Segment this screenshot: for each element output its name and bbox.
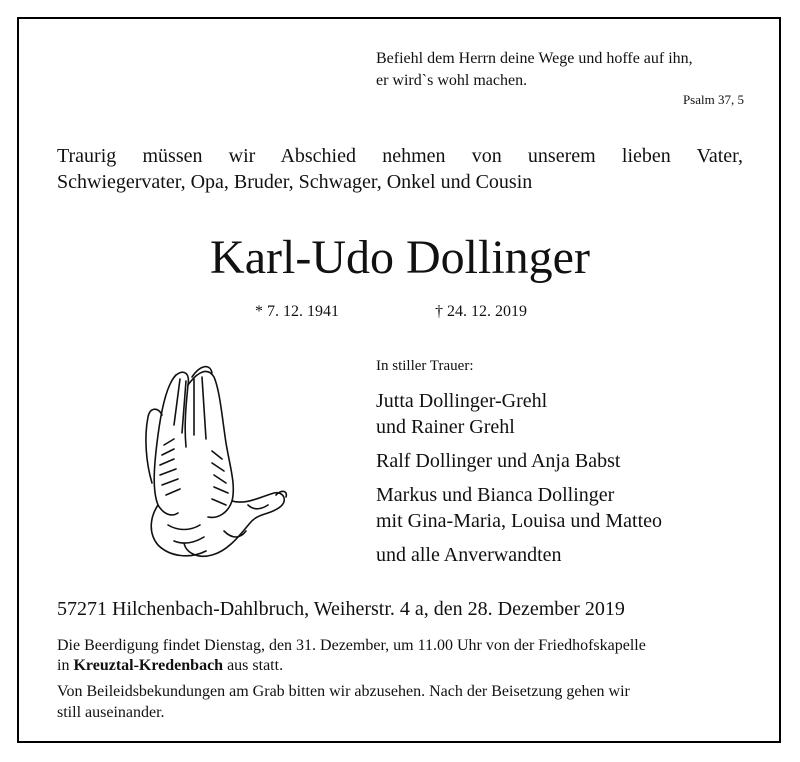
funeral-line-2 [57, 656, 757, 676]
funeral-line-2-prefix: in [57, 657, 74, 674]
mourner-entry-3-line-1: Markus und Bianca Dollinger [376, 484, 615, 506]
condolence-line-2: still auseinander. [57, 704, 165, 721]
praying-hands-icon [128, 355, 298, 565]
bible-verse [376, 48, 693, 92]
mourner-entry-3 [376, 482, 662, 534]
funeral-line-1: Die Beerdigung findet Dienstag, den 31. Dezember, um 11.00 Uhr von der Friedhofskapelle [57, 637, 646, 654]
verse-line-2: er wird`s wohl machen. [376, 72, 528, 89]
funeral-location: Kreuztal-Kredenbach [73, 657, 224, 674]
death-date: † 24. 12. 2019 [435, 303, 527, 320]
intro-line-2: Schwiegervater, Opa, Bruder, Schwager, Onkel und Cousin [57, 171, 533, 193]
mourner-entry-4: und alle Anverwandten [376, 544, 562, 566]
funeral-line-2-suffix: aus statt. [223, 657, 284, 674]
intro-line-1: Traurig müssen wir Abschied nehmen von unserem lieben Vater, [57, 145, 743, 167]
condolence-note [57, 681, 757, 723]
funeral-info [57, 636, 757, 676]
intro-text [57, 143, 743, 195]
mourner-entry-1-line-2: und Rainer Grehl [376, 416, 515, 438]
verse-line-1: Befiehl dem Herrn deine Wege und hoffe auf ihn, [376, 50, 693, 67]
verse-reference: Psalm 37, 5 [682, 92, 744, 107]
mourner-entry-1 [376, 388, 547, 440]
mourner-entry-3-line-2: mit Gina-Maria, Louisa und Matteo [376, 510, 663, 532]
mourner-entry-2: Ralf Dollinger und Anja Babst [376, 450, 621, 472]
mourner-entry-1-line-1: Jutta Dollinger-Grehl [376, 390, 548, 412]
place-and-date: 57271 Hilchenbach-Dahlbruch, Weiherstr. 4 a, den 28. Dezember 2019 [57, 598, 625, 620]
birth-date: * 7. 12. 1941 [255, 303, 339, 320]
mourners-label: In stiller Trauer: [376, 358, 474, 374]
condolence-line-1: Von Beileidsbekundungen am Grab bitten wir abzusehen. Nach der Beisetzung gehen wir [57, 683, 630, 700]
deceased-name: Karl-Udo Dollinger [210, 231, 590, 284]
